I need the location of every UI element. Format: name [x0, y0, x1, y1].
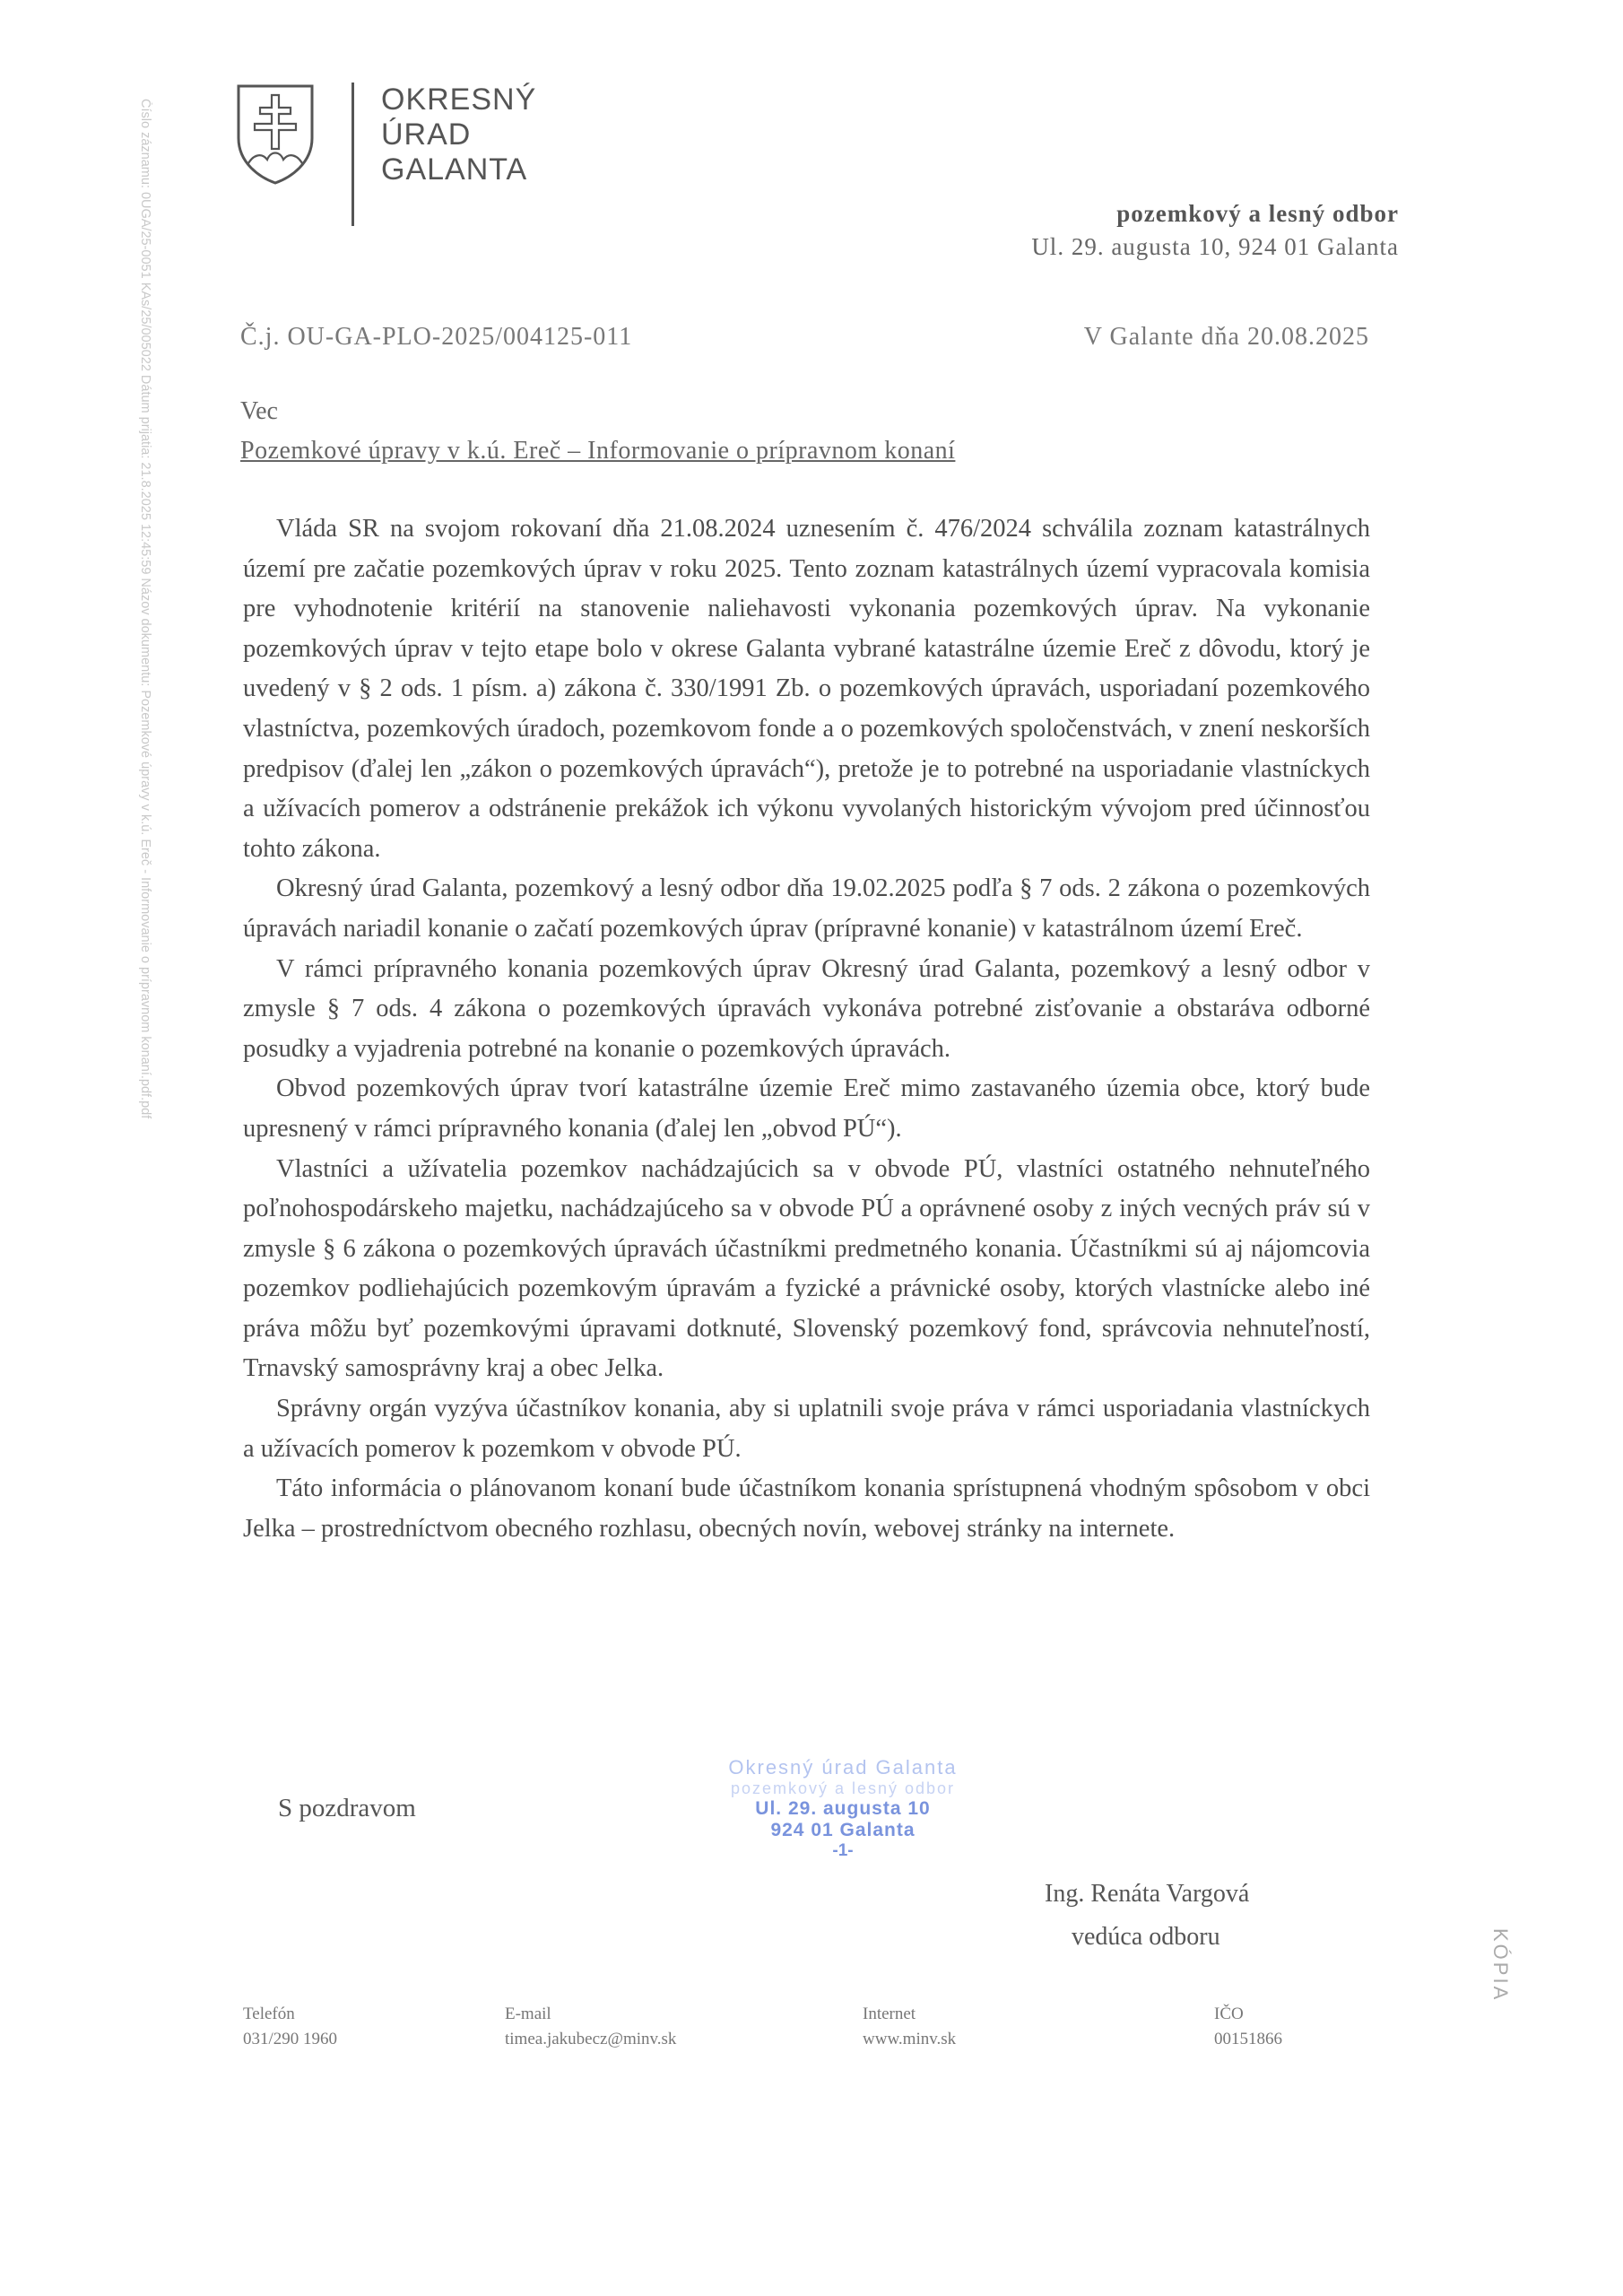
- footer-phone: [243, 2002, 337, 2052]
- office-name-line: OKRESNÝ: [381, 83, 537, 117]
- footer-ico: [1214, 2002, 1282, 2052]
- subject-label: Vec: [240, 397, 278, 425]
- body-paragraph: V rámci prípravného konania pozemkových úprav Okresný úrad Galanta, pozemkový a lesný odbor v zmysle § 7 ods. 4 zákona o pozemkových úpravách vykonáva potrebné zisťovanie a obstaráva odborné posudky a vyjadrenia potrebné na konanie o pozemkových úpravách.: [243, 954, 1370, 1063]
- office-name-line: GALANTA: [381, 152, 528, 187]
- footer-value[interactable]: www.minv.sk: [863, 2030, 957, 2048]
- body-paragraph: Táto informácia o plánovanom konaní bude účastníkom konania sprístupnená vhodným spôsobom v obci Jelka – prostredníctvom obecného rozhlasu, obecných novín, webovej stránky na internete.: [243, 1474, 1370, 1543]
- footer-label: E-mail: [505, 2005, 551, 2023]
- stamp-line: pozemkový a lesný odbor: [730, 1779, 956, 1797]
- registry-sidebar-text: Číslo záznamu: 0UGA/25-0051 KAs/25/005022 Dátum prijatia: 21.8.2025 12:45:59 Názov dokumentu: Pozemkové úpravy v k.ú. Ereč - Informovanie o prípravnom konaní.pdf.pdf: [138, 99, 152, 1119]
- footer-value[interactable]: timea.jakubecz@minv.sk: [505, 2030, 677, 2048]
- greeting: S pozdravom: [278, 1794, 416, 1822]
- footer-label: Telefón: [243, 2005, 295, 2023]
- stamp-line: Ul. 29. augusta 10: [755, 1798, 931, 1819]
- footer-value: 031/290 1960: [243, 2030, 338, 2048]
- body-paragraph: Správny orgán vyzýva účastníkov konania, aby si uplatnili svoje práva v rámci usporiadania vlastníckych a užívacích pomerov k pozemkom v obvode PÚ.: [243, 1395, 1370, 1463]
- copy-mark: KÓPIA: [1489, 1928, 1512, 2003]
- letter-date: V Galante dňa 20.08.2025: [1083, 323, 1369, 351]
- reference-number: Č.j. OU-GA-PLO-2025/004125-011: [240, 323, 633, 351]
- department-address: Ul. 29. augusta 10, 924 01 Galanta: [1031, 233, 1399, 260]
- logo-divider: [352, 83, 354, 226]
- signature-block: [1045, 1873, 1249, 1959]
- letter-body: [243, 509, 1370, 1549]
- department-name: pozemkový a lesný odbor: [1116, 200, 1399, 227]
- subject-line: Pozemkové úpravy v k.ú. Ereč – Informovanie o prípravnom konaní: [240, 437, 956, 465]
- signer-role: vedúca odboru: [1072, 1923, 1220, 1951]
- office-name-line: ÚRAD: [381, 117, 472, 152]
- coat-of-arms-logo: [235, 83, 316, 187]
- body-paragraph: Vlastníci a užívatelia pozemkov nachádzajúcich sa v obvode PÚ, vlastníci ostatného nehnuteľného poľnohospodárskeho majetku, nachádzajúceho sa v obvode PÚ a oprávnené osoby z iných vecných práv sú v zmysle § 6 zákona o pozemkových úpravách účastníkmi predmetného konania. Účastníkmi sú aj nájomcovia pozemkov podliehajúcich pozemkovým úpravám a fyzické a právnické osoby, ktorých vlastnícke alebo iné práva môžu byť pozemkovými úpravami dotknuté, Slovenský pozemkový fond, správcovia nehnuteľností, Trnavský samosprávny kraj a obec Jelka.: [243, 1154, 1370, 1383]
- footer-internet: [863, 2002, 956, 2052]
- body-paragraph: Obvod pozemkových úprav tvorí katastrálne územie Ereč mimo zastavaného územia obce, ktorý bude upresnený v rámci prípravného konania (ďalej len „obvod PÚ“).: [243, 1074, 1370, 1143]
- office-stamp: [690, 1756, 995, 1861]
- stamp-line: 924 01 Galanta: [770, 1820, 916, 1840]
- footer-value: 00151866: [1214, 2030, 1282, 2048]
- office-name: [381, 83, 536, 187]
- body-paragraph: Vláda SR na svojom rokovaní dňa 21.08.2024 uznesením č. 476/2024 schválila zoznam katastrálnych území pre začatie pozemkových úprav v roku 2025. Tento zoznam katastrálnych území vypracovala komisia pre vyhodnotenie kritérií na stanovenie naliehavosti vykonania pozemkových úprav. Na vykonanie pozemkových úprav v tejto etape bolo v okrese Galanta vybrané katastrálne územie Ereč z dôvodu, ktorý je uvedený v § 2 ods. 1 písm. a) zákona č. 330/1991 Zb. o pozemkových úpravách, usporiadaní pozemkového vlastníctva, pozemkových úradoch, pozemkovom fonde a o pozemkových spoločenstvách, v znení neskorších predpisov (ďalej len „zákon o pozemkových úpravách“), pretože je to potrebné na usporiadanie vlastníckych a užívacích pomerov a odstránenie prekážok ich výkonu vyvolaných historickým vývojom pred účinnosťou tohto zákona.: [243, 515, 1370, 863]
- footer-email: [505, 2002, 676, 2052]
- footer-label: Internet: [863, 2005, 916, 2023]
- stamp-line: -1-: [832, 1841, 854, 1860]
- footer-label: IČO: [1214, 2005, 1244, 2023]
- stamp-line: Okresný úrad Galanta: [728, 1756, 958, 1779]
- body-paragraph: Okresný úrad Galanta, pozemkový a lesný odbor dňa 19.02.2025 podľa § 7 ods. 2 zákona o pozemkových úpravách nariadil konanie o začatí pozemkových úprav (prípravné konanie) v katastrálnom území Ereč.: [243, 874, 1370, 943]
- signer-name: Ing. Renáta Vargová: [1045, 1880, 1250, 1908]
- department-block: [1031, 197, 1399, 264]
